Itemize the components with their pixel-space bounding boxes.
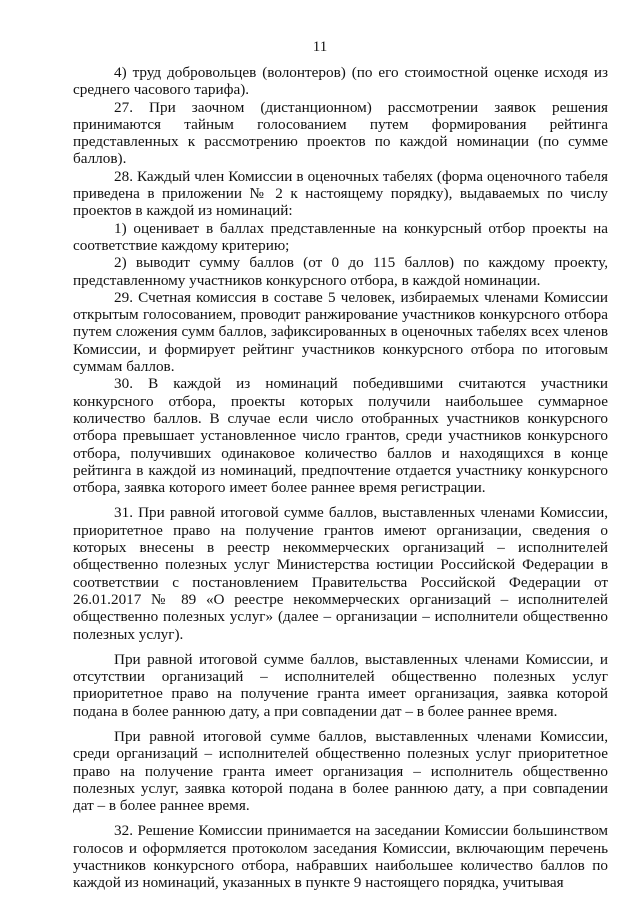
paragraph-31: 31. При равной итоговой сумме баллов, выставленных членами Комиссии, приоритетное право на получение грантов имеют организации, сведения о которых внесены в реестр некоммерческих организаций – исполнителей общественно полезных услуг Министерства юстиции Российской Федерации в соответствии с постановлением Правительства Российской Федерации от 26.01.2017 № 89 «О реестре некоммерческих организаций – исполнителей общественно полезных услуг» (далее – организации – исполнители общественно полезных услуг). bbox=[73, 504, 608, 643]
paragraph-30: 30. В каждой из номинаций победившими считаются участники конкурсного отбора, проекты которых получили наибольшее суммарное количество баллов. В случае если число отобранных участников конкурсного отбора превышает установленное число грантов, среди участников конкурсного отбора, получивших одинаковое количество баллов и находящихся в конце рейтинга в каждой из номинаций, предпочтение отдается участнику конкурсного отбора, заявка которого имеет более раннее время регистрации. bbox=[73, 375, 608, 497]
paragraph-28-item-1: 1) оценивает в баллах представленные на конкурсный отбор проекты на соответствие каждому критерию; bbox=[73, 219, 608, 254]
paragraph-28: 28. Каждый член Комиссии в оценочных табелях (форма оценочного табеля приведена в приложении № 2 к настоящему порядку), выдаваемых по числу проектов в каждой из номинаций: bbox=[73, 167, 608, 220]
paragraph-32: 32. Решение Комиссии принимается на заседании Комиссии большинством голосов и оформляется протоколом заседания Комиссии, включающим перечень участников конкурсного отбора, набравших наибольшее количество баллов по каждой из номинаций, указанных в пункте 9 настоящего порядка, учитывая bbox=[73, 822, 608, 892]
document-body bbox=[73, 64, 608, 892]
paragraph-31-part-3: При равной итоговой сумме баллов, выставленных членами Комиссии, среди организаций – исполнителей общественно полезных услуг приоритетное право на получение гранта имеет организация – исполнитель общественно полезных услуг, заявка которой подана в более раннюю дату, а при совпадении дат – в более раннее время. bbox=[73, 727, 608, 815]
paragraph-31-part-2: При равной итоговой сумме баллов, выставленных членами Комиссии, и отсутствии организаций – исполнителей общественно полезных услуг приоритетное право на получение гранта имеет организация, заявка которой подана в более раннюю дату, а при совпадении дат – в более раннее время. bbox=[73, 650, 608, 720]
paragraph-28-item-2: 2) выводит сумму баллов (от 0 до 115 баллов) по каждому проекту, представленному участников конкурсного отбора, в каждой номинации. bbox=[73, 254, 608, 289]
paragraph-item-4: 4) труд добровольцев (волонтеров) (по его стоимостной оценке исходя из среднего часового тарифа). bbox=[73, 64, 608, 99]
page-number: 11 bbox=[312, 39, 328, 55]
paragraph-27: 27. При заочном (дистанционном) рассмотрении заявок решения принимаются тайным голосованием путем формирования рейтинга представленных к рассмотрению проектов по каждой номинации (по сумме баллов). bbox=[73, 98, 608, 168]
paragraph-29: 29. Счетная комиссия в составе 5 человек, избираемых членами Комиссии открытым голосованием, проводит ранжирование участников конкурсного отбора путем сложения сумм баллов, зафиксированных в оценочных табелях всех членов Комиссии, и формирует рейтинг участников конкурсного отбора по итоговым суммам баллов. bbox=[73, 288, 608, 376]
